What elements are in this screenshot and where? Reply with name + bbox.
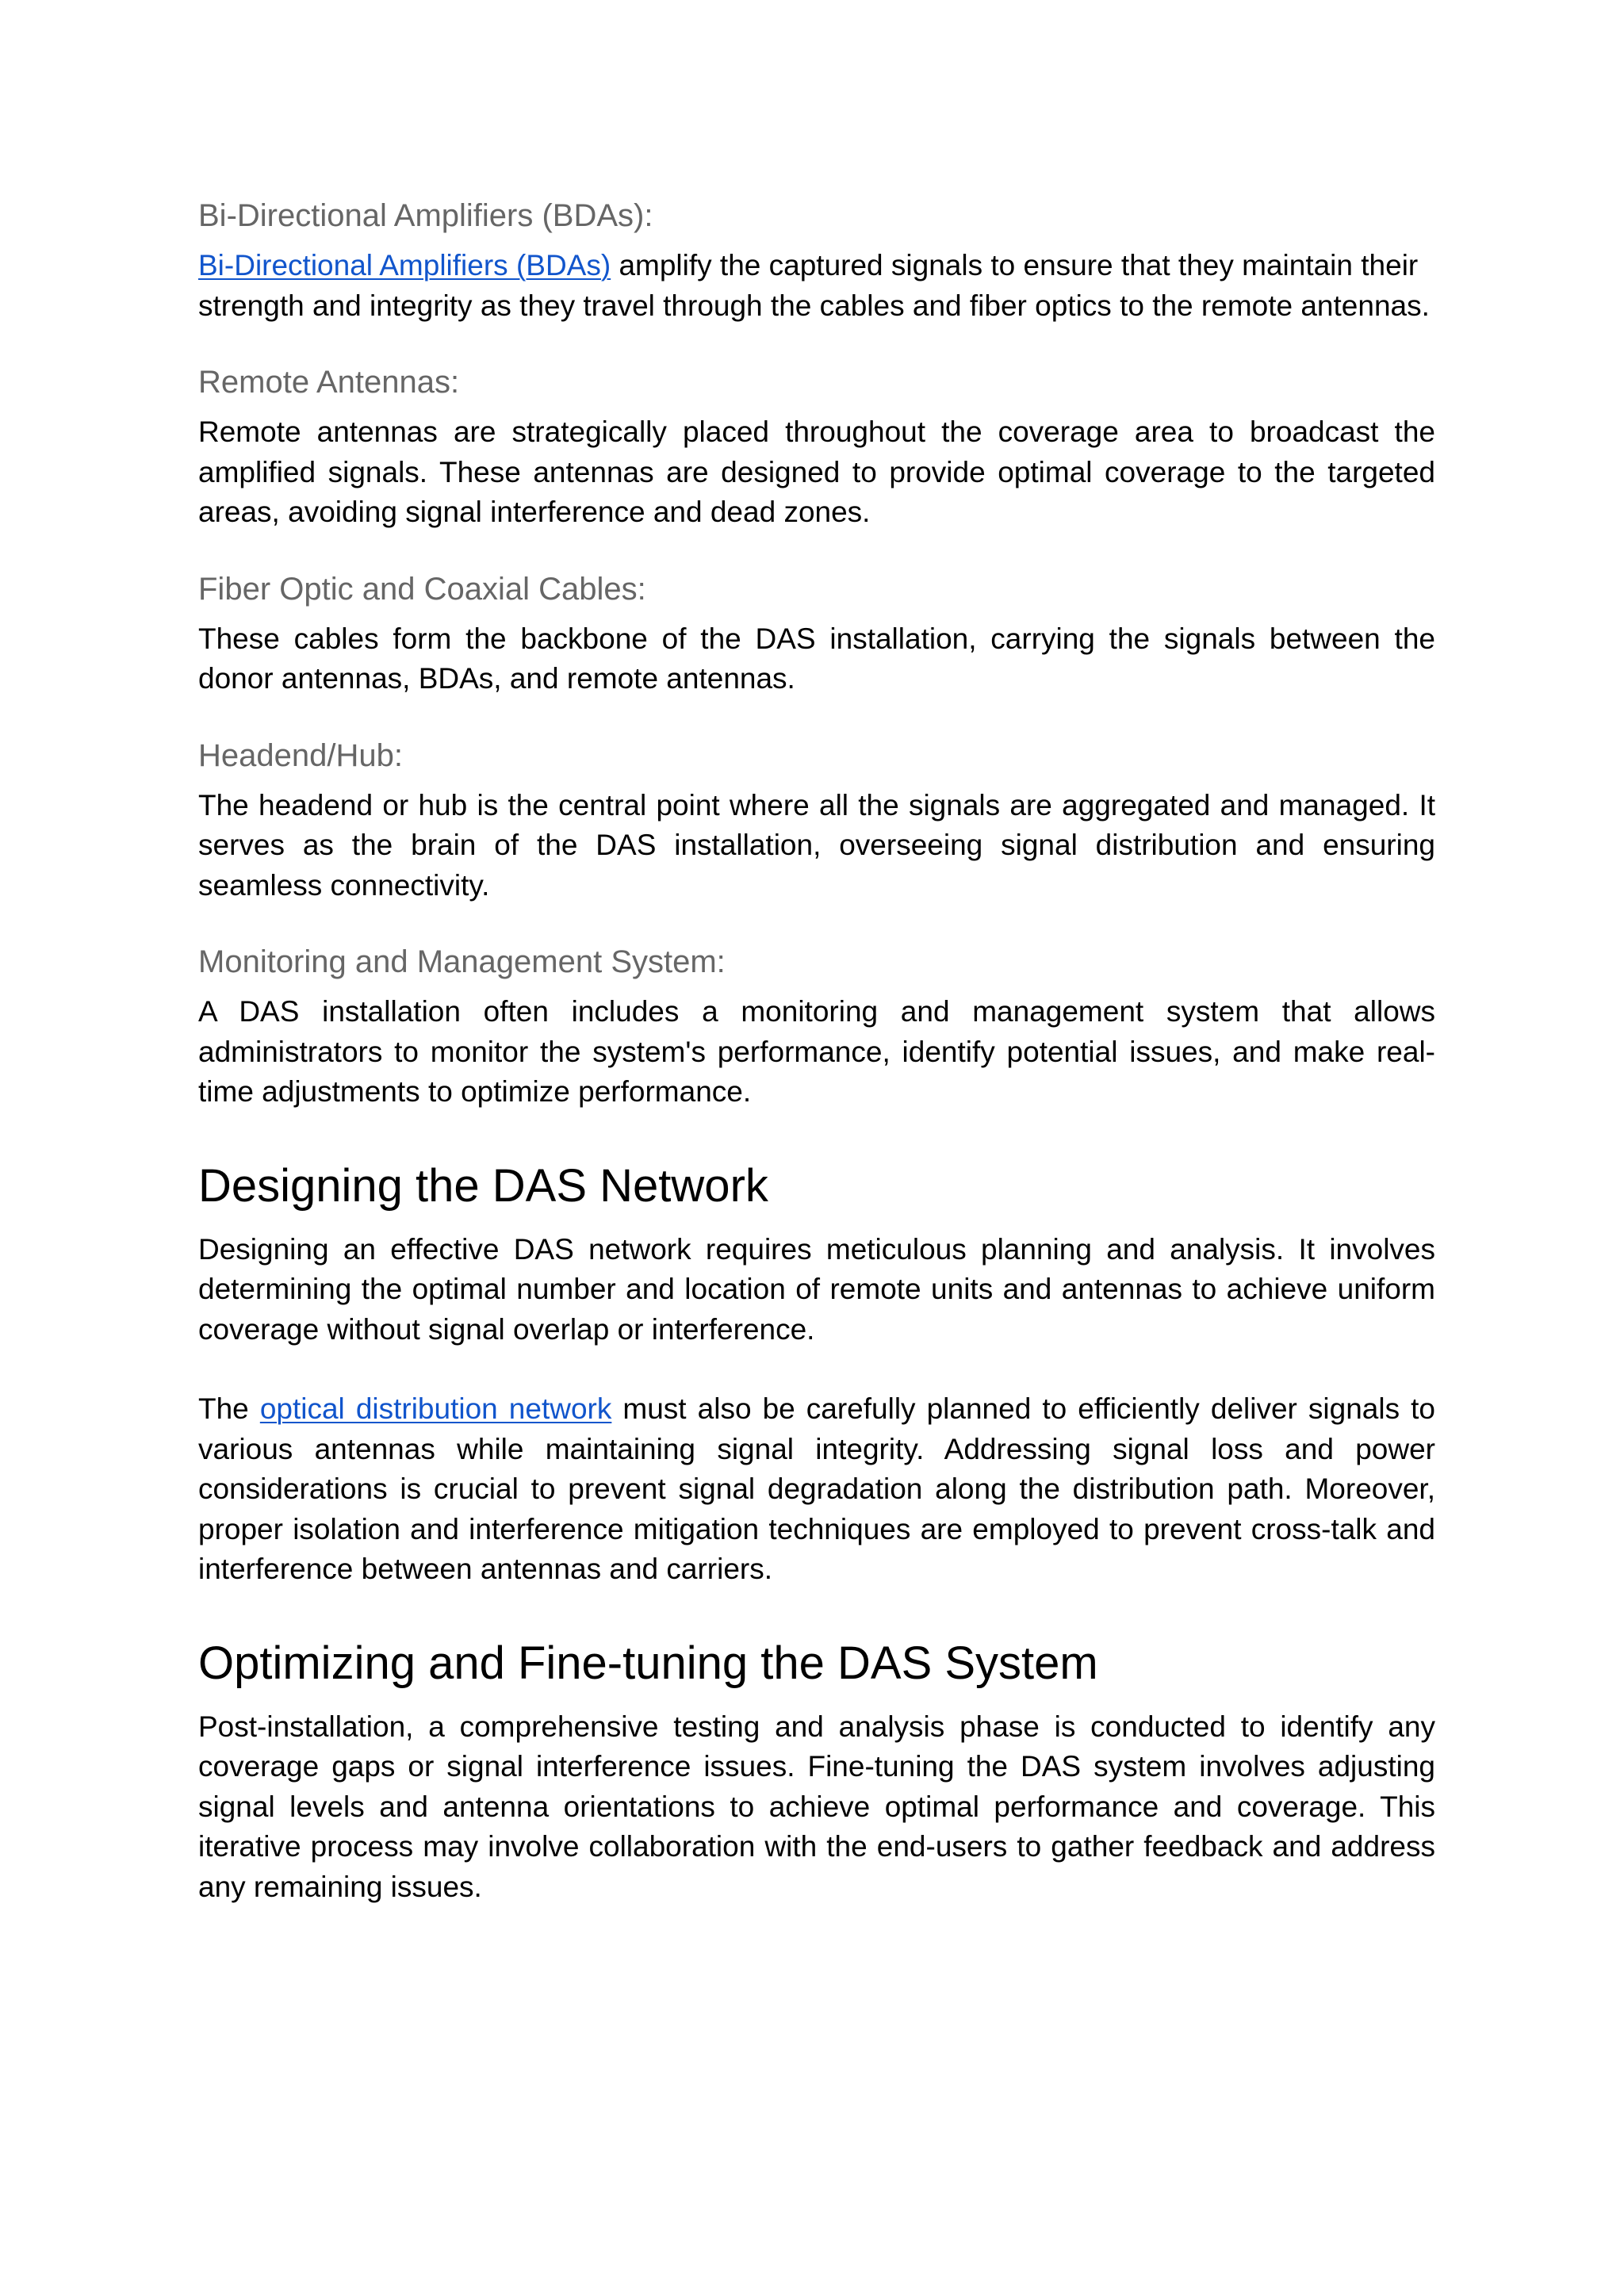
paragraph-optimizing: Post-installation, a comprehensive testing and analysis phase is conducted to identify any coverage gaps or signal interference issues. Fine-tuning the DAS system involves adjusting signal levels and antenna orientations to achieve optimal performance and coverage. This iterative process may involve collaboration with the end-users to gather feedback and address any remaining issues.: [198, 1710, 1435, 1903]
document-content: [198, 195, 1435, 1907]
paragraph-bda: [198, 246, 1435, 326]
heading-cables: Fiber Optic and Coaxial Cables:: [198, 571, 646, 607]
heading-designing: Designing the DAS Network: [198, 1159, 768, 1212]
paragraph-designing-2: [198, 1389, 1435, 1590]
paragraph-designing-2-suffix: must also be carefully planned to efficiently deliver signals to various antennas while maintaining signal integrity. Addressing signal loss and power considerations is crucial to prevent signal degradation along the distribution path. Moreover, proper isolation and interference mitigation techniques are employed to prevent cross-talk and interference between antennas and carriers.: [198, 1392, 1435, 1585]
paragraph-remote-antennas: Remote antennas are strategically placed throughout the coverage area to broadcast the amplified signals. These antennas are designed to provide optimal coverage to the targeted areas, avoiding signal interference and dead zones.: [198, 416, 1435, 528]
link-bda[interactable]: Bi-Directional Amplifiers (BDAs): [198, 249, 611, 281]
paragraph-designing-1: Designing an effective DAS network requires meticulous planning and analysis. It involves determining the optimal number and location of remote units and antennas to achieve uniform coverage without signal overlap or interference.: [198, 1232, 1435, 1346]
paragraph-designing-2-prefix: The: [198, 1392, 260, 1425]
heading-optimizing: Optimizing and Fine-tuning the DAS System: [198, 1637, 1098, 1689]
paragraph-headend: The headend or hub is the central point where all the signals are aggregated and managed. It serves as the brain of the DAS installation, overseeing signal distribution and ensuring seamless connectivity.: [198, 788, 1435, 902]
heading-headend: Headend/Hub:: [198, 737, 403, 773]
heading-monitoring: Monitoring and Management System:: [198, 944, 726, 979]
paragraph-bda-text: amplify the captured signals to ensure that they maintain their strength and integrity as they travel through the cables and fiber optics to the remote antennas.: [198, 249, 1430, 322]
heading-remote-antennas: Remote Antennas:: [198, 365, 460, 400]
link-optical-distribution-network[interactable]: optical distribution network: [259, 1392, 612, 1425]
paragraph-cables: These cables form the backbone of the DAS installation, carrying the signals between the donor antennas, BDAs, and remote antennas.: [198, 622, 1435, 695]
heading-bda: Bi-Directional Amplifiers (BDAs):: [198, 198, 653, 233]
paragraph-monitoring: A DAS installation often includes a monitoring and management system that allows administrators to monitor the system's performance, identify potential issues, and make real-time adjustments to optimize performance.: [198, 995, 1435, 1108]
